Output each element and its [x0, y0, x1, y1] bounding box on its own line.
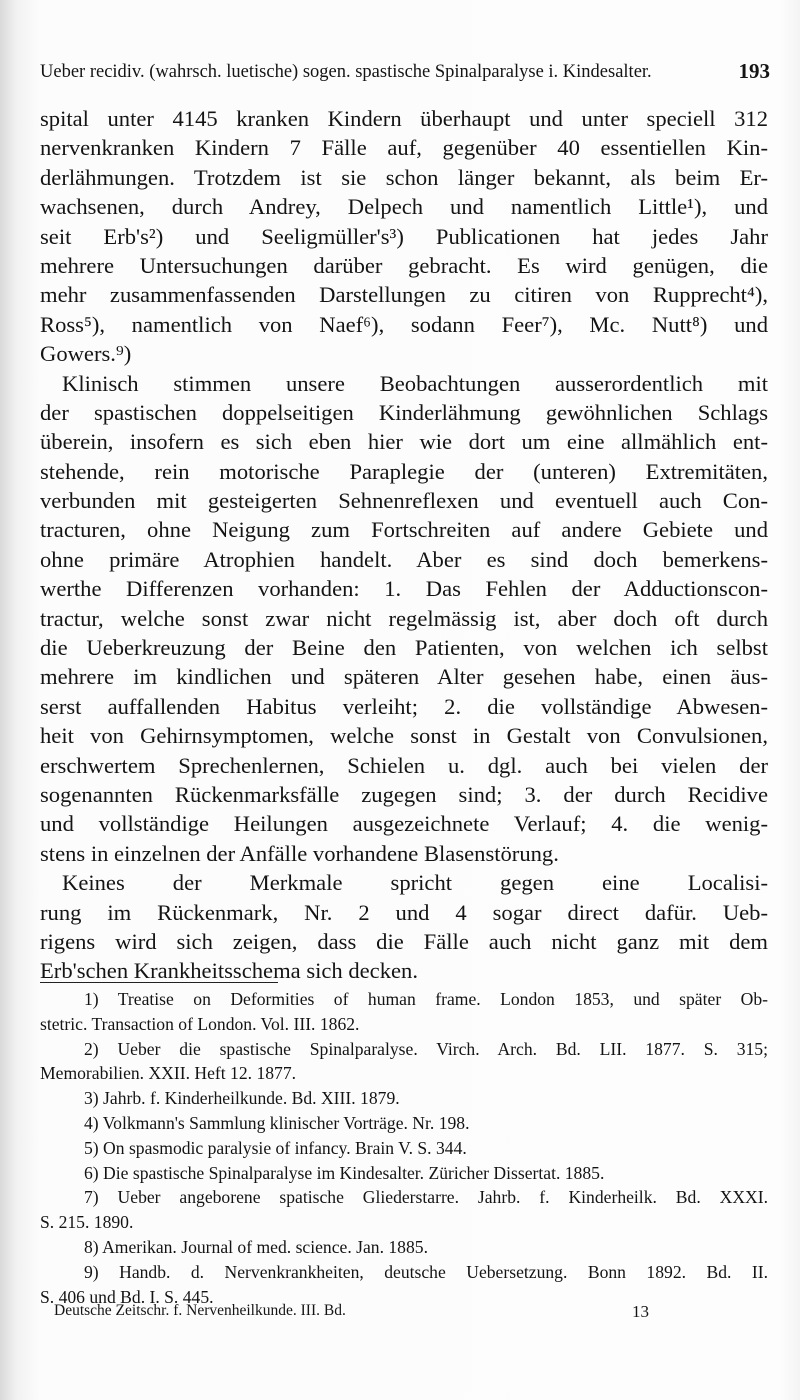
text-line: der spastischen doppelseitigen Kinderlähmung gewöhnlichen Schlags: [40, 399, 768, 425]
text-line: tracturen, ohne Neigung zum Fortschreiten auf andere Gebiete und: [40, 517, 768, 543]
footnote-line: S. 215. 1890.: [40, 1212, 134, 1233]
footnote-line: 2) Ueber die spastische Spinalparalyse. Virch. Arch. Bd. LII. 1877. S. 315;: [84, 1038, 768, 1059]
text-line: rigens wird sich zeigen, dass die Fälle auch nicht ganz mit dem: [40, 928, 768, 954]
footnotes: [40, 987, 768, 1309]
running-header: [40, 60, 770, 84]
text-line: serst auffallenden Habitus verleiht; 2. die vollständige Abwesen-: [40, 693, 768, 719]
text-line: rung im Rückenmark, Nr. 2 und 4 sogar direct dafür. Ueb-: [40, 899, 768, 925]
text-line: die Ueberkreuzung der Beine den Patienten, von welchen ich selbst: [40, 635, 768, 661]
footnote-line: 7) Ueber angeborene spatische Gliederstarre. Jahrb. f. Kinderheilk. Bd. XXXI.: [84, 1187, 768, 1208]
footnote-line: 1) Treatise on Deformities of human frame. London 1853, und später Ob-: [84, 989, 768, 1009]
footnote-line: S. 406 und Bd. I. S. 445.: [40, 1286, 214, 1307]
text-line: werthe Differenzen vorhanden: 1. Das Fehlen der Adductionscon-: [40, 576, 768, 602]
footnote-line: stetric. Transaction of London. Vol. III. 1862.: [40, 1013, 360, 1034]
signature-mark: 13: [632, 1302, 649, 1321]
text-line: sogenannten Rückenmarksfälle zugegen sind; 3. der durch Recidive: [40, 781, 768, 807]
text-line: Erb'schen Krankheitsschema sich decken.: [40, 958, 418, 984]
text-line: mehrere im kindlichen und späteren Alter gesehen habe, einen äus-: [40, 664, 768, 690]
text-line: tractur, welche sonst zwar nicht regelmässig ist, aber doch oft durch: [40, 605, 768, 631]
text-line: wachsenen, durch Andrey, Delpech und namentlich Little¹), und: [40, 194, 768, 220]
text-line: Klinisch stimmen unsere Beobachtungen ausserordentlich mit: [62, 370, 768, 396]
main-text: [40, 104, 768, 986]
text-line: Keines der Merkmale spricht gegen eine Localisi-: [62, 870, 768, 896]
page-number: 193: [738, 59, 770, 83]
text-line: stens in einzelnen der Anfälle vorhandene Blasenstörung.: [40, 840, 559, 866]
footnote-line: 4) Volkmann's Sammlung klinischer Vorträge. Nr. 198.: [84, 1112, 470, 1133]
footnote-separator: [40, 982, 278, 983]
text-line: überein, insofern es sich eben hier wie dort um eine allmählich ent-: [40, 429, 768, 455]
text-line: stehende, rein motorische Paraplegie der (unteren) Extremitäten,: [40, 458, 768, 484]
text-line: seit Erb's²) und Seeligmüller's³) Publicationen hat jedes Jahr: [40, 223, 768, 249]
footnote-line: 5) On spasmodic paralysie of infancy. Brain V. S. 344.: [84, 1137, 467, 1158]
footnote-line: Memorabilien. XXII. Heft 12. 1877.: [40, 1063, 297, 1084]
text-line: verbunden mit gesteigerten Sehnenreflexen und eventuell auch Con-: [40, 488, 768, 514]
running-title: Ueber recidiv. (wahrsch. luetische) sogen. spastische Spinalparalyse i. Kindesalter.: [40, 62, 652, 82]
footnote-line: 3) Jahrb. f. Kinderheilkunde. Bd. XIII. 1879.: [84, 1088, 400, 1109]
footnote-line: 8) Amerikan. Journal of med. science. Jan. 1885.: [84, 1236, 428, 1257]
journal-footer: Deutsche Zeitschr. f. Nervenheilkunde. III. Bd.: [54, 1302, 346, 1319]
text-line: erschwertem Sprechenlernen, Schielen u. dgl. auch bei vielen der: [40, 752, 768, 778]
text-line: ohne primäre Atrophien handelt. Aber es sind doch bemerkens-: [40, 546, 768, 572]
footnote-line: 6) Die spastische Spinalparalyse im Kindesalter. Züricher Dissertat. 1885.: [84, 1162, 605, 1183]
text-line: Gowers.⁹): [40, 341, 132, 367]
text-line: derlähmungen. Trotzdem ist sie schon länger bekannt, als beim Er-: [40, 164, 768, 190]
text-line: Ross⁵), namentlich von Naef⁶), sodann Feer⁷), Mc. Nutt⁸) und: [40, 311, 768, 337]
page-footer: [54, 1302, 754, 1320]
text-line: spital unter 4145 kranken Kindern überhaupt und unter speciell 312: [40, 106, 768, 131]
text-line: und vollständige Heilungen ausgezeichnete Verlauf; 4. die wenig-: [40, 811, 768, 837]
text-line: heit von Gehirnsymptomen, welche sonst in Gestalt von Convulsionen,: [40, 723, 768, 749]
footnote-line: 9) Handb. d. Nervenkrankheiten, deutsche Uebersetzung. Bonn 1892. Bd. II.: [84, 1261, 768, 1282]
text-line: mehr zusammenfassenden Darstellungen zu citiren von Rupprecht⁴),: [40, 282, 768, 308]
text-line: mehrere Untersuchungen darüber gebracht. Es wird genügen, die: [40, 252, 768, 278]
text-line: nervenkranken Kindern 7 Fälle auf, gegenüber 40 essentiellen Kin-: [40, 135, 768, 161]
